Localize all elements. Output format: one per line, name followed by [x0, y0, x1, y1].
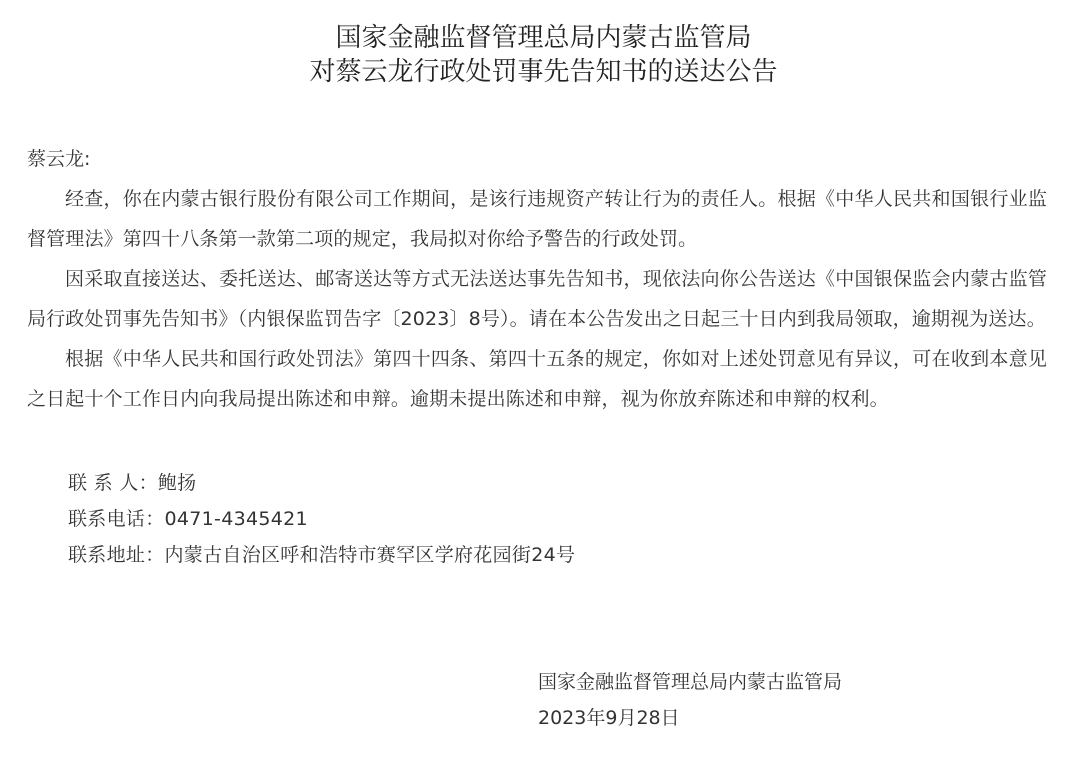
signature-date: 2023年9月28日: [538, 707, 680, 729]
contact-address: 联系地址：内蒙古自治区呼和浩特市赛罕区学府花园街24号: [68, 544, 576, 566]
signature-org: 国家金融监督管理总局内蒙古监管局: [538, 671, 843, 693]
signature-block: [538, 664, 842, 736]
salutation: 蔡云龙:: [27, 148, 91, 170]
paragraph-findings: 经查，你在内蒙古银行股份有限公司工作期间，是该行违规资产转让行为的责任人。根据《中华人民共和国银行业监督管理法》第四十八条第一款第二项的规定，我局拟对你给予警告的行政处罚。: [27, 188, 1047, 250]
title-line-2: 对蔡云龙行政处罚事先告知书的送达公告: [309, 57, 778, 87]
contact-info: [27, 465, 1047, 573]
announcement-body: [27, 145, 1047, 573]
paragraph-service: 因采取直接送达、委托送达、邮寄送达等方式无法送达事先告知书，现依法向你公告送达《中国银保监会内蒙古监管局行政处罚事先告知书》（内银保监罚告字〔2023〕8号）。请在本公告发出之日起三十日内到我局领取，逾期视为送达。: [27, 268, 1047, 330]
contact-person: 联 系 人：鲍扬: [68, 472, 197, 494]
page-title: [27, 0, 1047, 89]
title-line-1: 国家金融监督管理总局内蒙古监管局: [335, 23, 752, 53]
contact-phone: 联系电话：0471-4345421: [68, 508, 308, 530]
paragraph-rights: 根据《中华人民共和国行政处罚法》第四十四条、第四十五条的规定，你如对上述处罚意见有异议，可在收到本意见之日起十个工作日内向我局提出陈述和申辩。逾期未提出陈述和申辩，视为你放弃陈述和申辩的权利。: [27, 348, 1047, 410]
